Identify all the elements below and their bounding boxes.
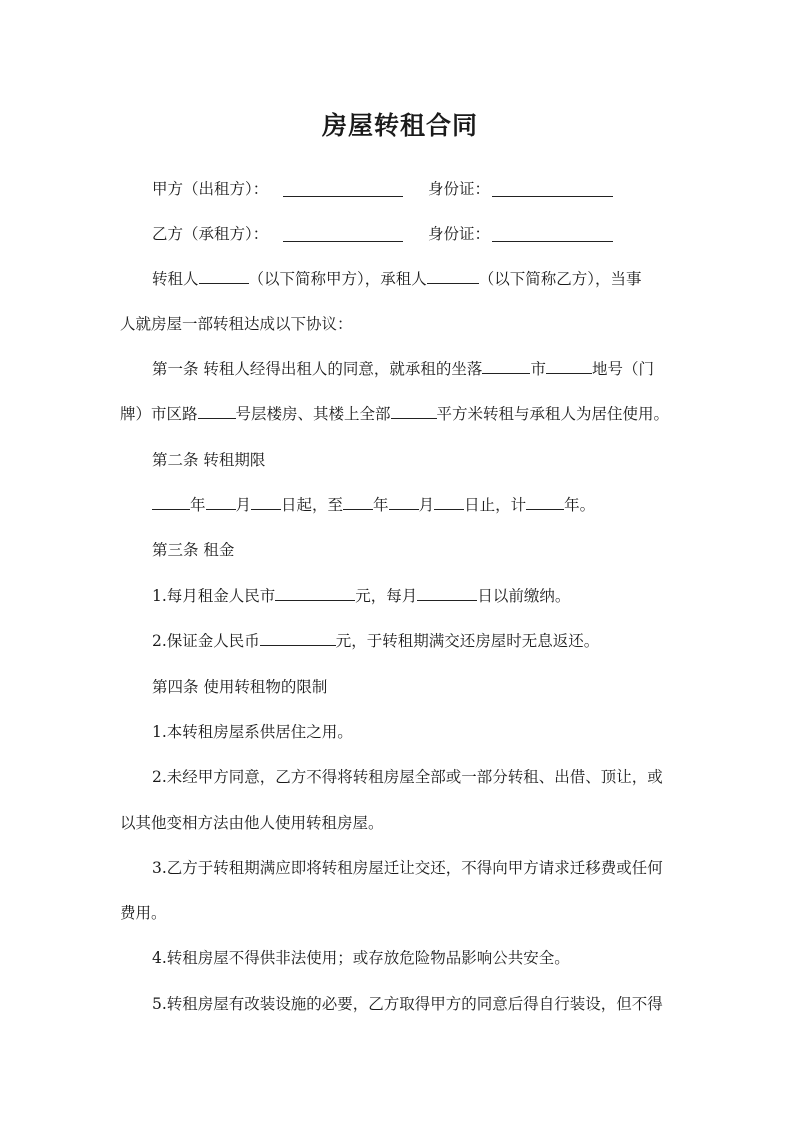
term-day-1: 日起，至: [281, 496, 344, 514]
rent-amount-blank[interactable]: [275, 585, 355, 601]
intro-text-3: （以下简称乙方），当事: [478, 270, 642, 288]
rent-text-1: 1.每月租金人民市: [152, 587, 276, 605]
intro-text-2: （以下简称甲方），承租人: [248, 270, 427, 288]
deposit-text-1: 2.保证金人民币: [152, 632, 260, 650]
intro-line-1: [152, 268, 642, 290]
article-4-item-5-line-1: 5.转租房屋有改装设施的必要，乙方取得甲方的同意后得自行装设，但不得: [152, 995, 663, 1013]
party-b-id-blank[interactable]: [492, 223, 613, 242]
intro-text-1: 转租人: [152, 270, 199, 288]
end-day-blank[interactable]: [434, 494, 464, 510]
article-2-heading: 第二条 转租期限: [152, 451, 266, 469]
party-a-label: 甲方（出租方）：: [152, 180, 269, 198]
article-4-item-1: 1.本转租房屋系供居住之用。: [152, 723, 353, 741]
term-year-1: 年: [190, 496, 206, 514]
article-3-heading: 第三条 租金: [152, 541, 235, 559]
term-year-3: 年。: [564, 496, 596, 514]
party-a-id-blank[interactable]: [492, 178, 613, 197]
term-month-1: 月: [235, 496, 252, 514]
article-4-item-3-line-1: 3.乙方于转租期满应即将转租房屋迁让交还，不得向甲方请求迁移费或任何: [152, 859, 663, 877]
article-1-line-1: [152, 358, 654, 380]
party-b-id-label: 身份证：: [428, 225, 491, 243]
sublessee-blank[interactable]: [427, 268, 479, 284]
article-1-text-1: 第一条 转租人经得出租人的同意，就承租的坐落: [152, 360, 483, 378]
area-blank[interactable]: [391, 403, 437, 419]
article-4-item-3-line-2: 费用。: [120, 904, 167, 922]
start-day-blank[interactable]: [251, 494, 281, 510]
start-month-blank[interactable]: [206, 494, 236, 510]
rent-line: [152, 585, 570, 607]
road-blank[interactable]: [198, 403, 236, 419]
term-line: [152, 494, 595, 516]
article-4-item-4: 4.转租房屋不得供非法使用；或存放危险物品影响公共安全。: [152, 949, 570, 967]
article-4-item-2-line-1: 2.未经甲方同意，乙方不得将转租房屋全部或一部分转租、出借、顶让，或: [152, 768, 663, 786]
deposit-text-2: 元，于转租期满交还房屋时无息返还。: [335, 632, 600, 650]
party-b-label: 乙方（承租方）：: [152, 225, 269, 243]
party-a-name-blank[interactable]: [283, 178, 403, 197]
article-1-text-2: 市: [530, 360, 546, 378]
deposit-amount-blank[interactable]: [260, 630, 336, 646]
party-b-name-blank[interactable]: [283, 223, 403, 242]
party-b-row: [0, 223, 800, 247]
city-blank[interactable]: [482, 358, 530, 374]
article-1-text-5: 号层楼房、其楼上全部: [235, 405, 391, 423]
rent-text-2: 元，每月: [355, 587, 418, 605]
article-1-text-6: 平方米转租与承租人为居住使用。: [436, 405, 670, 423]
start-year-blank[interactable]: [152, 494, 190, 510]
article-4-item-2-line-2: 以其他变相方法由他人使用转租房屋。: [120, 814, 384, 832]
lot-number-blank[interactable]: [546, 358, 592, 374]
term-month-2: 月: [418, 496, 435, 514]
rent-day-blank[interactable]: [417, 585, 477, 601]
party-a-id-label: 身份证：: [428, 180, 491, 198]
deposit-line: [152, 630, 599, 652]
article-4-heading: 第四条 使用转租物的限制: [152, 678, 328, 696]
term-day-2: 日止，计: [464, 496, 527, 514]
end-year-blank[interactable]: [343, 494, 373, 510]
term-year-2: 年: [373, 496, 389, 514]
document-title: 房屋转租合同: [321, 111, 478, 140]
end-month-blank[interactable]: [389, 494, 419, 510]
article-1-line-2: [120, 403, 669, 425]
intro-line-2: 人就房屋一部转租达成以下协议：: [120, 315, 353, 333]
rent-text-3: 日以前缴纳。: [477, 587, 571, 605]
total-years-blank[interactable]: [526, 494, 564, 510]
article-1-text-3: 地号（门: [591, 360, 654, 378]
sublessor-blank[interactable]: [199, 268, 249, 284]
article-1-text-4: 牌）市区路: [120, 405, 198, 423]
party-a-row: [0, 178, 800, 202]
